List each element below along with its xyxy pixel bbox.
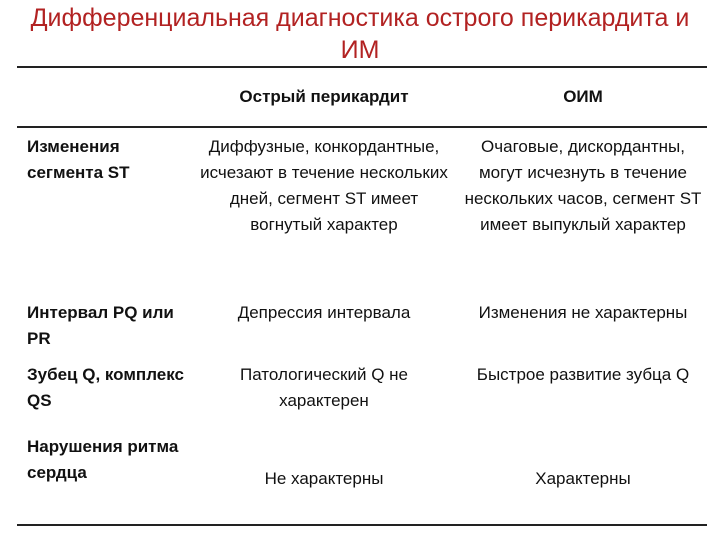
mi-cell: Характерны <box>459 432 707 525</box>
header-empty <box>17 67 189 127</box>
mi-cell: Быстрое развитие зубца Q <box>476 365 690 384</box>
table-row <box>17 127 707 298</box>
table-row <box>17 298 707 360</box>
mi-cell: Изменения не характерны <box>478 303 688 322</box>
comparison-table <box>17 66 707 526</box>
pericarditis-cell: Патологический Q не характерен <box>240 365 408 410</box>
slide-title: Дифференциальная диагностика острого перикардита и ИМ <box>30 4 690 64</box>
pericarditis-cell: Диффузные, конкордантные, исчезают в течение нескольких дней, сегмент ST имеет вогнутый характер <box>200 137 448 234</box>
mi-cell: Очаговые, дискордантны, могут исчезнуть в течение нескольких часов, сегмент ST имеет выпуклый характер <box>464 137 702 234</box>
table-row <box>17 432 707 525</box>
row-label: Зубец Q, комплекс QS <box>27 365 184 410</box>
row-label: Нарушения ритма сердца <box>17 432 189 525</box>
pericarditis-cell: Депрессия интервала <box>237 303 411 322</box>
header-mi: ОИМ <box>459 67 707 127</box>
table-row <box>17 360 707 432</box>
row-label: Интервал PQ или PR <box>27 303 174 348</box>
pericarditis-cell: Не характерны <box>189 432 459 525</box>
table-header-row <box>17 67 707 127</box>
row-label: Изменения сегмента ST <box>27 137 130 182</box>
header-pericarditis: Острый перикардит <box>189 67 459 127</box>
